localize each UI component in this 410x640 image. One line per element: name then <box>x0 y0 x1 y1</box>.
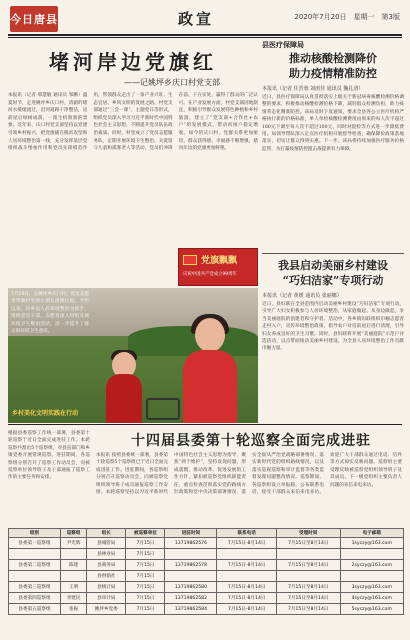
lead-headline: 堵河岸边党旗红 <box>49 50 217 74</box>
table-cell: 7月15日至8月14日 <box>276 560 340 571</box>
table-cell: 7月15日-8月14日 <box>217 593 277 604</box>
right-column <box>262 40 404 422</box>
article-headline-2 <box>262 258 404 288</box>
table-cell <box>165 549 217 560</box>
table-cell: 13719862578 <box>165 560 217 571</box>
table-cell: 13719862576 <box>165 538 217 549</box>
table-cell <box>60 549 86 560</box>
table-cell <box>9 549 61 560</box>
headline-line: 我县启动美丽乡村建设 <box>278 259 388 272</box>
table-cell: 县城管局 <box>87 538 126 549</box>
table-cell: 1syczy@163.com <box>340 538 403 549</box>
lead-body: 本报讯（记者 邢慧敏 通讯员 邹鹏）盛夏时节，走进姚坪乡庆口村，清澈的堵河水缓缓流过，沿河道路干净整洁，房前屋后绿树成荫，一派生机勃勃的景象。近年来，庆口村党支部坚持以党建引领乡村振兴，把党旗插在脱贫攻坚和人居环境整治第一线，充分发挥基层党组织战斗堡垒作用和党员先锋模范作用，带领群众走出了一条产业兴旺、生态宜居、乡风文明的发展之路。村党支部通过“三会一课”、主题党日等形式，组织党员深入学习习近平新时代中国特色社会主义思想，不断提升党员队伍政治素质。同时，村里成立了党员志愿服务队，定期开展环境卫生整治、关爱留守儿童和孤寡老人等活动，党员们冲锋在前、干在实处，赢得了群众的广泛认可。在产业发展方面，村党支部因地制宜，积极引导群众发展特色种植和乡村旅游，建立了“党支部+合作社+农户”的发展模式，带动贫困户稳定增收。如今的庆口村，党群关系更加密切，群众获得感、幸福感不断增强，堵河岸边的党旗更加鲜艳。 <box>8 93 258 152</box>
table-cell <box>217 571 277 582</box>
party-flag-icon <box>183 255 197 265</box>
table-cell: 13719862580 <box>165 582 217 593</box>
lead-subheadline: ——记姚坪乡庆口村党支部 <box>124 78 220 87</box>
photo-child <box>106 374 142 423</box>
article-byline: 本报讯（记者 任晋蓉 刘雨佳 通讯员 魏礼清） <box>262 86 364 92</box>
table-header-cell: 巡察组 <box>60 529 86 538</box>
newspaper-logo-text: 今日唐县 <box>10 13 58 26</box>
lower-headline: 十四届县委第十轮巡察全面完成进驻 <box>131 433 371 449</box>
issue-date: 2020年7月20日 星期一 第3版 <box>294 13 400 21</box>
article-body: 近日，县医疗保障局认真贯彻落实上级关于新冠病毒核酸检测价格调整的要求，积极推动核酸检测价格下降，减轻群众检测负担，助力疫情常态化精准防控。该局及时下发通知，要求全县各公立医疗机构严格执行新的价格标准，单人单检核酸检测费用由原来的每人次不超过180元下调至每人次不超过100元，同时对混检等方式进一步降低费用。局领导带队深入定点医疗机构开展督导检查，确保降价政策落地落实，切实让群众得到实惠。下一步，该局将持续加强医疗服务价格监管，为打赢疫情防控阻击战提供有力保障。 <box>262 95 404 152</box>
table-header-cell: 联系电话 <box>217 529 277 538</box>
photo-volunteer-head <box>195 318 225 352</box>
table-row <box>9 560 404 571</box>
photo-volunteer <box>183 350 237 423</box>
table-cell: 县委第三巡察组 <box>9 582 61 593</box>
table-cell: 王明 <box>60 582 86 593</box>
table-cell: 7月15日 <box>126 549 165 560</box>
table-cell <box>340 549 403 560</box>
table-cell: 县委第二巡察组 <box>9 560 61 571</box>
article-body: 近日，县妇联在全县范围内启动美丽乡村建设“巧妇洁家”专项行动，引导广大妇女积极参与人居环境整治，从家庭做起、从身边做起，争当美丽庭院的创建者和守护者。活动中，各乡镇妇联组织巾帼志愿者走村入户，宣传环境整治政策，指导农户对房前屋后进行清理，引导妇女养成良好的卫生习惯。同时，县妇联将开展“美丽庭院”示范户评选活动，以点带面推动美丽乡村建设，为全县人居环境整治工作贡献巾帼力量。 <box>262 302 404 352</box>
table-cell: 尹光辉 <box>60 538 86 549</box>
photo-trash-cart <box>146 398 180 420</box>
headline-line: “巧妇洁家”专项行动 <box>282 274 384 287</box>
newspaper-logo <box>10 6 58 32</box>
table-cell: 7月15日-8月14日 <box>217 538 277 549</box>
table-cell: 7月15日 <box>126 560 165 571</box>
table-cell: 7月15日至8月14日 <box>276 604 340 615</box>
table-cell: 2syczy@163.com <box>340 560 403 571</box>
table-cell: 7月15日 <box>126 571 165 582</box>
table-cell: 7月15日-8月14日 <box>217 604 277 615</box>
table-cell: 县统计局 <box>87 582 126 593</box>
table-header-cell: 被巡察单位 <box>126 529 165 538</box>
table-cell <box>217 549 277 560</box>
table-header-cell: 受理时间 <box>276 529 340 538</box>
table-cell: 县审计局 <box>87 593 126 604</box>
table-row <box>9 604 404 615</box>
table-cell: 张振 <box>60 604 86 615</box>
table-cell: 7月15日至8月14日 <box>276 538 340 549</box>
headline-line: 助力疫情精准防控 <box>289 67 377 80</box>
inspection-table <box>8 528 404 632</box>
inspection-table-grid <box>8 528 404 615</box>
table-cell: 7月15日至8月14日 <box>276 582 340 593</box>
table-cell <box>276 571 340 582</box>
table-cell: 7月15日-8月14日 <box>217 560 277 571</box>
table-header-cell: 进驻时间 <box>165 529 217 538</box>
table-cell: 13719862582 <box>165 593 217 604</box>
header-rule-thin <box>8 37 402 38</box>
table-cell: 陈建 <box>60 560 86 571</box>
table-cell <box>60 571 86 582</box>
table-cell: 5syczy@163.com <box>340 604 403 615</box>
table-cell <box>276 549 340 560</box>
column-divider <box>262 253 404 254</box>
lower-body: 本报讯 按照县委统一部署，县委第十轮巡察5个巡察组已于近日全面完成进驻工作。进驻期间，各巡察组分别召开巡察动员会，向被巡察党组织领导班子成员通报巡察工作安排。本轮巡察坚持以习近平新时代中国特色社会主义思想为指导，聚焦“两个维护”，坚持发现问题、形成震慑，推动改革、促进发展的工作方针，紧扣被巡察党组织职能责任，重点检查贯彻落实党的路线方针政策和党中央决策部署情况、落实全面从严治党战略部署情况、落实新时代党的组织路线情况，以及落实巡视巡察和审计监督等各类监督发现问题整改情况。巡察期间，各巡察组设立举报箱，公布联系电话，接受干部群众来信来电来访。欢迎广大干部群众通过电话、信件等方式如实反映问题。巡察组主要受理反映被巡察党组织领导班子及其成员、下一级党组织主要负责人问题的来信来电来访。 <box>96 453 402 496</box>
table-cell: 县供销社 <box>87 571 126 582</box>
table-cell: 姚坪乡党委 <box>87 604 126 615</box>
table-cell <box>165 571 217 582</box>
table-row <box>9 593 404 604</box>
table-row <box>9 571 404 582</box>
photo-caption-title: 乡村美化文明实践在行动 <box>12 410 79 417</box>
lead-article <box>8 40 258 265</box>
banner-subtitle: 庆祝中国共产党成立99周年 <box>183 272 237 277</box>
table-cell: 13719862584 <box>165 604 217 615</box>
table-cell: 7月15日 <box>126 593 165 604</box>
news-photo <box>8 288 258 423</box>
table-cell: 7月15日至8月14日 <box>276 593 340 604</box>
table-cell: 县林业局 <box>87 549 126 560</box>
table-cell <box>340 571 403 582</box>
table-header-cell: 电子邮箱 <box>340 529 403 538</box>
table-cell: 4syczy@163.com <box>340 593 403 604</box>
banner-title: 党旗飘飘 <box>201 256 238 266</box>
table-cell: 7月15日 <box>126 538 165 549</box>
table-cell <box>9 571 61 582</box>
table-cell: 7月15日-8月14日 <box>217 582 277 593</box>
lower-left-text: 根据县委巡察工作统一部署，县委第十轮巡察于近日全面完成进驻工作。本轮巡察共派出5个巡察组，对县直部门和乡镇党委开展常规巡察。进驻期间，各巡察组分别召开了巡察工作动员会，向被巡察单位领导班子及干部通报了巡察工作的主要任务和安排。 <box>8 431 90 481</box>
table-cell: 县商务局 <box>87 560 126 571</box>
table-row <box>9 549 404 560</box>
table-header-row <box>9 529 404 538</box>
article-headline-1 <box>262 51 404 81</box>
article-kicker: 县医疗保障局 <box>262 41 304 49</box>
table-cell: 县委第四巡察组 <box>9 593 61 604</box>
table-cell: 李建民 <box>60 593 86 604</box>
table-cell: 3syczy@163.com <box>340 582 403 593</box>
table-cell: 县委第五巡察组 <box>9 604 61 615</box>
table-header-cell: 组长 <box>87 529 126 538</box>
table-cell: 7月15日 <box>126 604 165 615</box>
article-byline: 本报讯（记者 黄媛 通讯员 张丽娜） <box>262 293 342 299</box>
table-row <box>9 538 404 549</box>
photo-caption: 7月10日，在姚坪乡庆口村，党员志愿者带领村里的小朋友清理垃圾。今年以来，该乡以人居环境整治为抓手，组织党员干部、志愿者深入村组开展环境卫生整治活动，进一步提升了群众的环境卫生意识。 <box>11 292 89 335</box>
table-cell: 7月15日 <box>126 582 165 593</box>
party-banner <box>178 248 258 286</box>
section-rule <box>8 424 402 425</box>
table-cell: 县委第一巡察组 <box>9 538 61 549</box>
section-title: 政宣 <box>178 10 215 28</box>
table-header-cell: 组别 <box>9 529 61 538</box>
headline-line: 推动核酸检测降价 <box>289 52 377 65</box>
table-row <box>9 582 404 593</box>
header-rule <box>8 34 402 36</box>
